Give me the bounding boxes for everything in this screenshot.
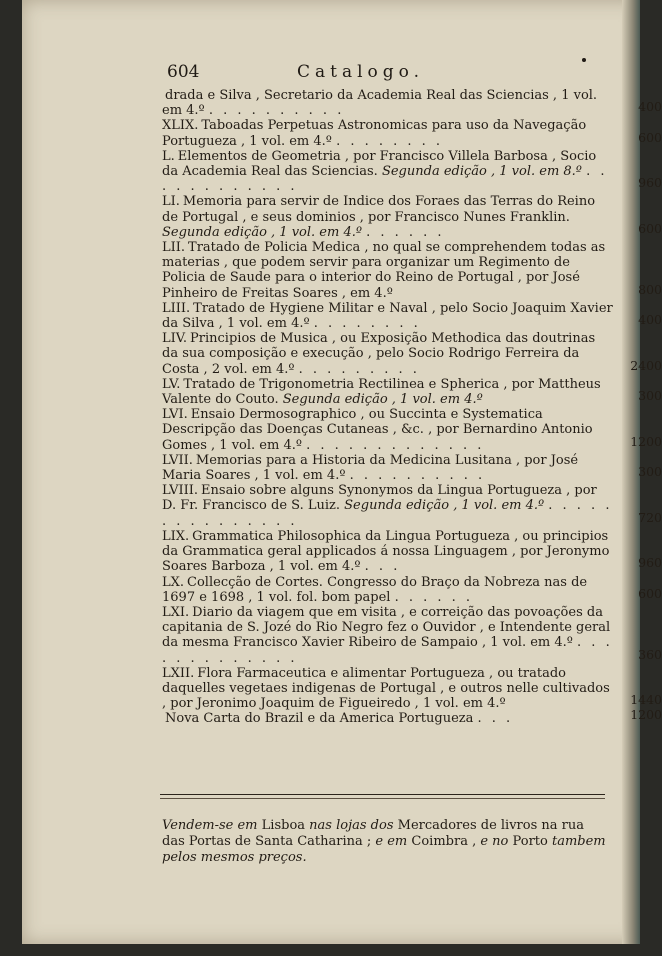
entry-price: 1440 xyxy=(630,692,662,708)
entry-title: Diario da viagem que em visita , e correição das povoações da capitania de S. Jozé do Rio Negro fez o Ouvidor , e Intendente geral da mesma Francisco Xavier Ribeiro de Sampaio , 1 vol. em 4.º xyxy=(162,604,611,651)
entry-price: 600 xyxy=(638,129,662,145)
leader-dots: . . . . . . . . . . . . xyxy=(162,164,608,195)
entry-title: Memoria para servir de Indice dos Foraes das Terras do Reino de Portugal , e seus dominios , por Francisco Nunes Franklin. xyxy=(162,194,596,225)
entry-number: LI. xyxy=(162,194,180,210)
notice-part: Lisboa xyxy=(261,818,306,833)
leader-dots: . . . . . . . . . . . . . . . xyxy=(162,498,613,529)
leader-dots: . . . . . . . . . xyxy=(298,361,420,377)
leader-dots: . . . . . . . . . . . . . xyxy=(162,635,613,666)
entry-price: 600 xyxy=(638,585,662,601)
notice-part: tambem pelos mesmos preços. xyxy=(162,834,606,865)
entry-title: Nova Carta do Brazil e da America Portugueza xyxy=(165,711,474,727)
entry-title: Ensaio sobre alguns Synonymos da Lingua Portugueza , por D. Fr. Francisco de S. Luiz. xyxy=(162,483,597,514)
ink-dot xyxy=(582,58,586,62)
entry-title: Ensaio Dermosographico , ou Succinta e Systematica Descripção das Doenças Cutaneas , &c. , por Bernardino Antonio Gomes , 1 vol. em 4.º xyxy=(162,407,593,453)
entry-price: 960 xyxy=(638,175,662,191)
catalog-entry xyxy=(162,665,662,712)
sales-notice xyxy=(162,818,607,866)
leader-dots: . . . xyxy=(364,559,401,575)
entry-edition: Segunda edição , 1 vol. em 8.º xyxy=(381,164,582,180)
catalog-entry xyxy=(162,240,662,301)
leader-dots: . . . . . . . . . . . . . xyxy=(306,437,485,453)
notice-part: Mercadores de livros na rua das Portas de Santa Catharina ; xyxy=(162,818,584,849)
entry-number: LIII. xyxy=(162,300,191,316)
entry-number: LV. xyxy=(162,376,181,392)
entry-number: LVII. xyxy=(162,452,193,468)
divider-rule-thin xyxy=(160,798,605,799)
leader-dots: . . . . . . . . xyxy=(336,133,444,149)
entry-price: 400 xyxy=(638,312,662,328)
page-number: 604 xyxy=(167,62,200,82)
entry-title: Flora Farmaceutica e alimentar Portugueza , ou tratado daquelles vegetaes indigenas de Portugal , e outros nelle cultivados , por Jeronimo Joaquim de Figueiredo , 1 vol. em 4.º xyxy=(162,665,610,712)
notice-part: e no xyxy=(480,834,509,849)
catalog-entry xyxy=(162,331,662,377)
catalog-entry xyxy=(162,707,662,727)
divider-rule xyxy=(160,794,605,795)
entry-edition: Segunda edição , 1 vol. em 4.º xyxy=(344,498,545,514)
catalog-entry xyxy=(162,194,662,240)
entry-price: 800 xyxy=(638,281,662,297)
leader-dots: . . . . . . . . . . xyxy=(349,468,486,484)
notice-part: Porto xyxy=(512,834,548,849)
entry-number: LXII. xyxy=(162,665,195,681)
entry-edition: Segunda edição , 1 vol. em 4.º xyxy=(282,392,483,408)
leader-dots: . . . . . . . . . . xyxy=(208,103,345,119)
entry-number: LIV. xyxy=(162,331,188,347)
running-title: Catalogo. xyxy=(297,62,425,82)
leader-dots: . . . . . . . . xyxy=(313,316,421,332)
entry-price: 1200 xyxy=(630,707,662,723)
entry-price: 400 xyxy=(638,99,662,115)
catalog-page xyxy=(22,0,662,944)
catalog-entry xyxy=(162,88,662,119)
entry-price: 600 xyxy=(638,220,662,236)
catalog-entry xyxy=(162,407,662,453)
entry-title: Principios de Musica , ou Exposição Methodica das doutrinas da sua composição e execução , pelo Socio Rodrigo Ferreira da Costa , 2 vol. em 4.º xyxy=(162,331,596,377)
entry-number: XLIX. xyxy=(162,118,199,134)
catalog-entry xyxy=(162,300,662,332)
entry-title: Memorias para a Historia da Medicina Lusitana , por José Maria Soares , 1 vol. em 4.º xyxy=(162,452,579,484)
entry-title: drada e Silva , Secretario da Academia Real das Sciencias , 1 vol. em 4.º xyxy=(162,88,598,119)
leader-dots: . . . xyxy=(477,711,514,727)
entry-number: LX. xyxy=(162,574,185,590)
entry-price: 300 xyxy=(638,388,662,404)
entry-price: 2400 xyxy=(630,357,662,373)
page-header xyxy=(22,62,640,84)
catalog-entry xyxy=(162,574,662,605)
entry-price: 960 xyxy=(638,555,662,571)
catalog-entry xyxy=(162,376,662,408)
catalog-entry xyxy=(162,148,662,195)
leader-dots: . . . . . . xyxy=(366,224,445,240)
catalog-entry xyxy=(162,483,662,529)
notice-part: Vendem-se em xyxy=(162,818,258,833)
entry-number: LXI. xyxy=(162,604,190,620)
entry-title: Taboadas Perpetuas Astronomicas para uso da Navegação Portugueza , 1 vol. em 4.º xyxy=(162,118,587,149)
entry-number: L. xyxy=(162,148,175,164)
notice-part: Coimbra , xyxy=(411,834,477,849)
catalog-entry xyxy=(162,528,662,575)
entry-price: 300 xyxy=(638,464,662,480)
notice-part: e em xyxy=(375,834,408,849)
leader-dots: . . . . . . xyxy=(394,589,474,605)
entry-price: 720 xyxy=(638,509,662,525)
entry-price: 1200 xyxy=(630,433,662,449)
catalog-entries xyxy=(162,88,662,727)
entry-title: Tratado de Policia Medica , no qual se comprehendem todas as materias , que podem servir para organizar um Regimento de Policia de Saude para o interior do Reino de Portugal , por José Pinheiro de Freitas Soares , em 4.º xyxy=(162,240,606,301)
entry-number: LVI. xyxy=(162,407,188,423)
entry-title: Tratado de Trigonometria Rectilinea e Spherica , por Mattheus Valente do Couto. xyxy=(162,376,601,408)
entry-number: LII. xyxy=(162,240,186,256)
entry-number: LIX. xyxy=(162,528,190,544)
notice-part: nas lojas dos xyxy=(309,818,394,833)
entry-number: LVIII. xyxy=(162,483,199,499)
entry-title: Tratado de Hygiene Militar e Naval , pelo Socio Joaquim Xavier da Silva , 1 vol. em 4.º xyxy=(162,300,613,332)
catalog-entry xyxy=(162,452,662,484)
entry-title: Collecção de Cortes. Congresso do Braço da Nobreza nas de 1697 e 1698 , 1 vol. fol. bom papel xyxy=(162,574,588,605)
catalog-entry xyxy=(162,118,662,149)
entry-edition: Segunda edição , 1 vol. em 4.º xyxy=(162,224,362,240)
catalog-entry xyxy=(162,604,662,666)
entry-title: Elementos de Geometria , por Francisco Villela Barbosa , Socio da Academia Real das Sciencias. xyxy=(162,148,597,180)
entry-title: Grammatica Philosophica da Lingua Portugueza , ou principios da Grammatica geral applicados á nossa Linguagem , por Jeronymo Soares Barboza , 1 vol. em 4.º xyxy=(162,528,610,575)
entry-price: 360 xyxy=(638,646,662,662)
